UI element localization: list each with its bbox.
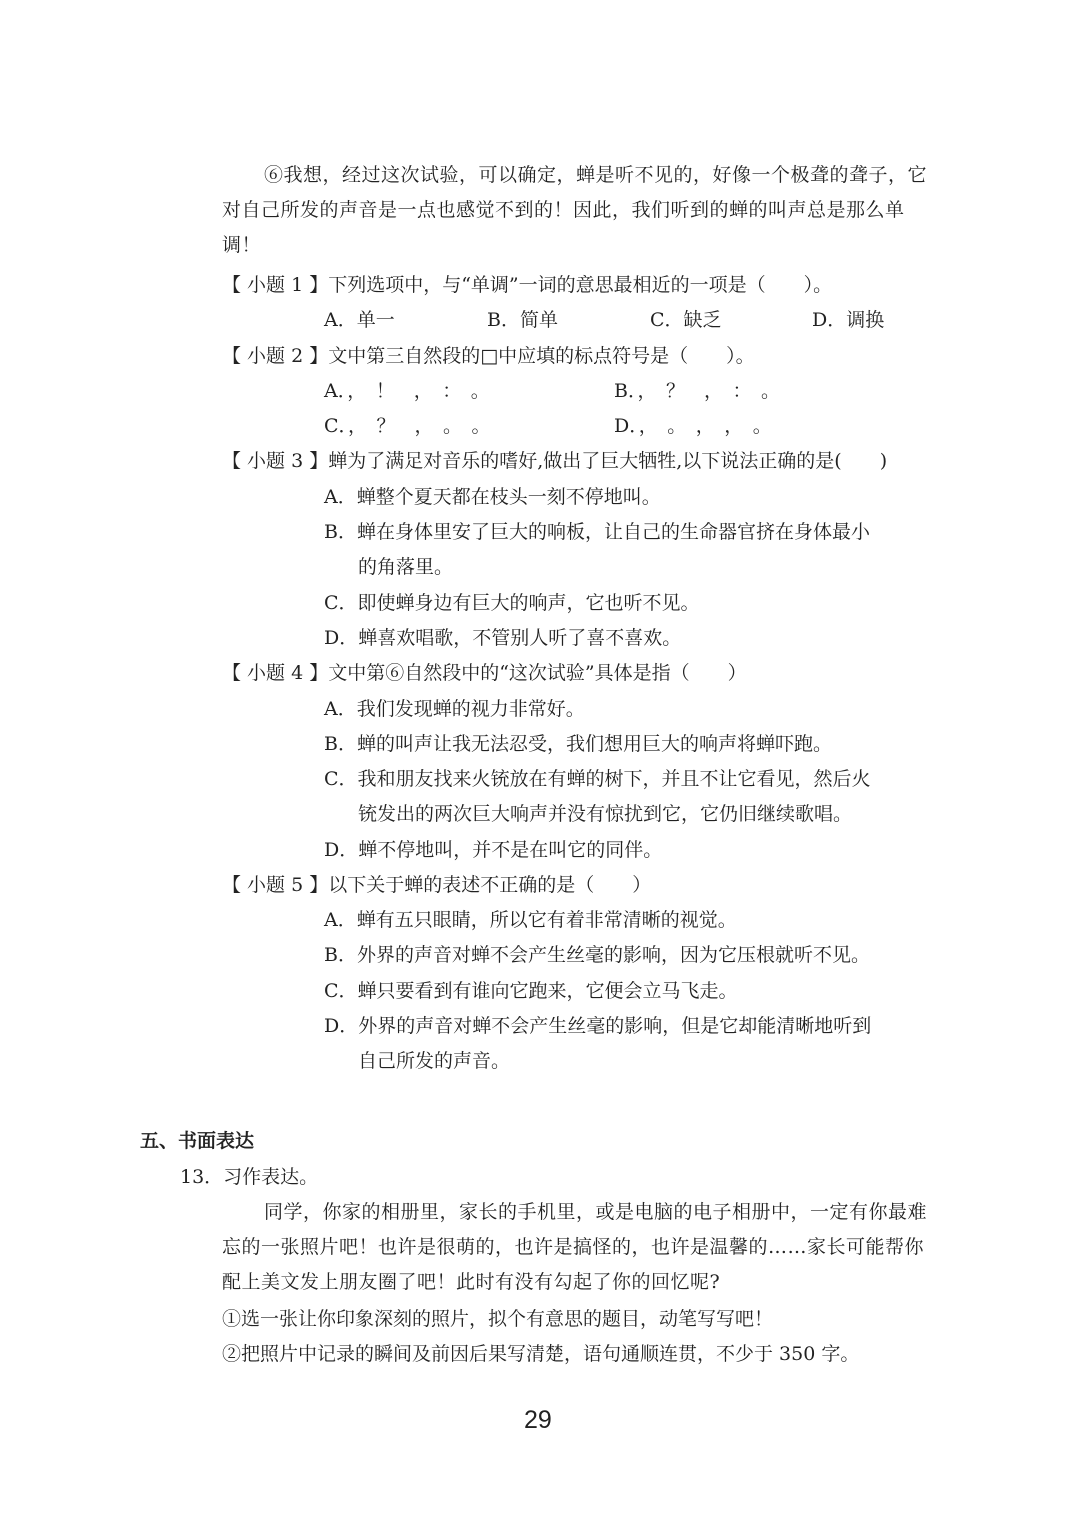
q1-option-b: B．简单 [487,309,558,331]
q4-option-b: B．蝉的叫声让我无法忍受，我们想用巨大的响声将蝉吓跑。 [324,733,832,755]
q5-option-d-continued: 自己所发的声音。 [358,1050,511,1072]
q3-option-a: A．蝉整个夏天都在枝头一刻不停地叫。 [324,486,661,508]
section-heading: 五、书面表达 [140,1130,255,1152]
q1-option-c: C．缺乏 [650,309,722,331]
question-4-stem: 【 小题 4 】文中第⑥自然段中的“这次试验”具体是指（ ） [222,662,747,684]
q2-option-a: A．， ！ ， ： 。 [324,380,490,402]
q4-option-c-continued: 铳发出的两次巨大响声并没有惊扰到它，它仍旧继续歌唱。 [358,803,853,825]
q2-option-b: B．， ？ ， ： 。 [614,380,780,402]
q3-option-d: D．蝉喜欢唱歌，不管别人听了喜不喜欢。 [324,627,682,649]
q4-option-c: C．我和朋友找来火铳放在有蝉的树下，并且不让它看见，然后火 [324,768,871,790]
question-3-stem: 【 小题 3 】蝉为了满足对音乐的嗜好,做出了巨大牺牲,以下说法正确的是( ) [222,450,888,472]
requirement-2: ②把照片中记录的瞬间及前因后果写清楚，语句通顺连贯，不少于 350 字。 [222,1343,860,1365]
requirement-1: ①选一张让你印象深刻的照片，拟个有意思的题目，动笔写写吧！ [222,1308,774,1330]
q2-option-d: D．， 。 ， ， 。 [614,415,772,437]
q1-option-a: A．单一 [324,309,395,331]
passage-paragraph-6: ⑥我想，经过这次试验，可以确定，蝉是听不见的，好像一个极聋的聋子，它对自己所发的声音是一点也感觉不到的！因此，我们听到的蝉的叫声总是那么单调！ [222,164,928,256]
page-number: 29 [524,1406,552,1434]
writing-prompt: 同学，你家的相册里，家长的手机里，或是电脑的电子相册中，一定有你最难忘的一张照片吧！也许是很萌的，也许是搞怪的，也许是温馨的……家长可能帮你配上美文发上朋友圈了吧！此时有没有勾起了你的回忆呢? [222,1201,928,1293]
item-13-title: 13．习作表达。 [180,1166,319,1188]
q4-option-a: A．我们发现蝉的视力非常好。 [324,698,585,720]
q5-option-d: D．外界的声音对蝉不会产生丝毫的影响，但是它却能清晰地听到 [324,1015,872,1037]
q3-option-c: C．即使蝉身边有巨大的响声，它也听不见。 [324,592,700,614]
q1-option-d: D．调换 [812,309,885,331]
question-5-stem: 【 小题 5 】以下关于蝉的表述不正确的是（ ） [222,874,652,896]
q4-option-d: D．蝉不停地叫，并不是在叫它的同伴。 [324,839,663,861]
q5-option-b: B．外界的声音对蝉不会产生丝毫的影响，因为它压根就听不见。 [324,944,870,966]
q3-option-b-continued: 的角落里。 [358,556,454,578]
question-1-stem: 【 小题 1 】下列选项中，与“单调”一词的意思最相近的一项是（ ）。 [222,274,833,296]
q5-option-c: C．蝉只要看到有谁向它跑来，它便会立马飞走。 [324,980,738,1002]
q5-option-a: A．蝉有五只眼睛，所以它有着非常清晰的视觉。 [324,909,737,931]
q2-option-c: C．， ？ ， 。 。 [324,415,491,437]
q3-option-b: B．蝉在身体里安了巨大的响板，让自己的生命器官挤在身体最小 [324,521,870,543]
question-2-stem: 【 小题 2 】文中第三自然段的□中应填的标点符号是（ ）。 [222,345,755,367]
